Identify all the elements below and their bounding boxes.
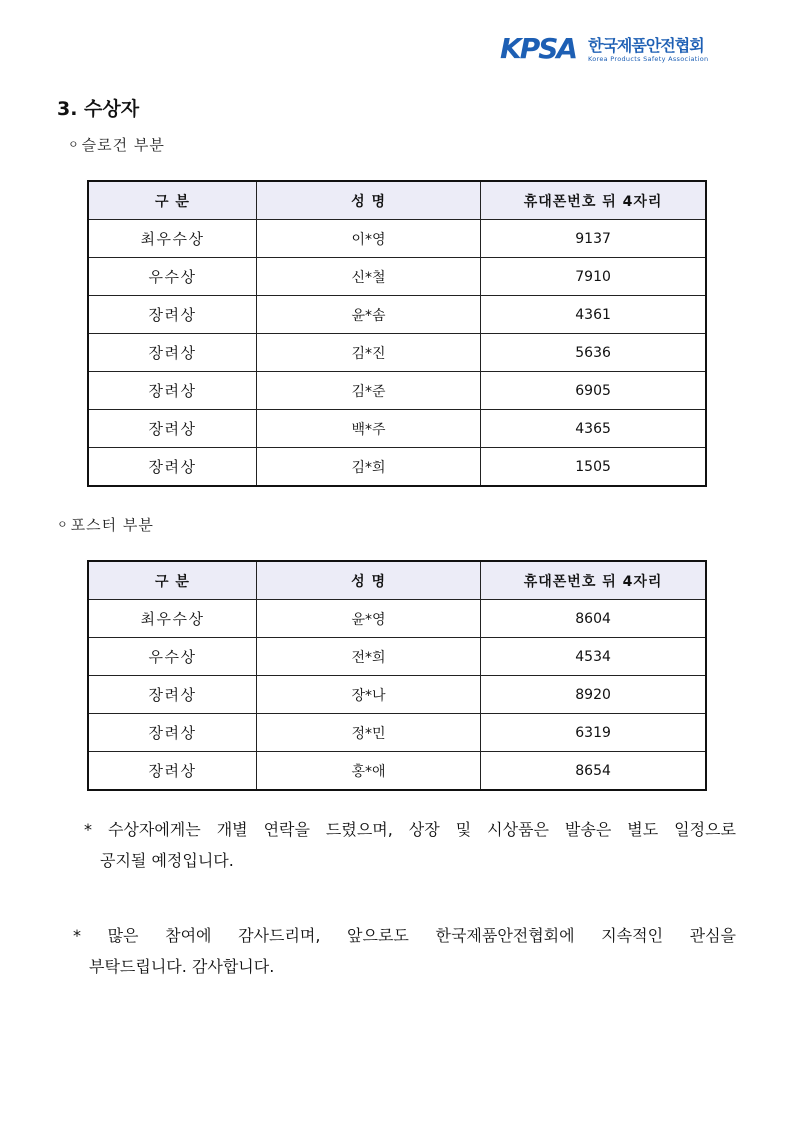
- award-cell: 장려상: [88, 334, 256, 372]
- kpsa-logo: [500, 32, 710, 68]
- poster-heading: [57, 514, 154, 535]
- name-cell: 김*희: [256, 448, 480, 487]
- phone-cell: 4534: [481, 638, 706, 676]
- phone-cell: 6905: [481, 372, 706, 410]
- phone-cell: 8654: [481, 752, 706, 791]
- table-row: [88, 714, 706, 752]
- column-header-name: 성 명: [256, 181, 480, 220]
- award-cell: 우수상: [88, 258, 256, 296]
- note-line: * 수상자에게는 개별 연락을 드렸으며, 상장 및 시상품은 발송은 별도 일정으로: [84, 820, 736, 839]
- table-row: [88, 372, 706, 410]
- note-line: 부탁드립니다. 감사합니다.: [89, 957, 275, 976]
- section-title: 3. 수상자: [57, 98, 140, 120]
- award-cell: 장려상: [88, 714, 256, 752]
- award-cell: 장려상: [88, 372, 256, 410]
- note-line: 공지될 예정입니다.: [100, 851, 234, 870]
- column-header-phone: 휴대폰번호 뒤 4자리: [481, 561, 706, 600]
- logo-org-name-en: Korea Products Safety Association: [588, 55, 709, 63]
- logo-org-name: 한국제품안전협회: [588, 36, 704, 55]
- award-cell: 장려상: [88, 752, 256, 791]
- logo-mark: KPSA: [500, 32, 577, 65]
- table-row: [88, 448, 706, 487]
- table-row: [88, 220, 706, 258]
- phone-cell: 4365: [481, 410, 706, 448]
- bullet-icon: ㅇ: [57, 518, 69, 531]
- phone-cell: 8604: [481, 600, 706, 638]
- table-row: [88, 296, 706, 334]
- name-cell: 정*민: [256, 714, 480, 752]
- slogan-heading-text: 슬로건 부분: [81, 136, 165, 154]
- note-thanks: [73, 920, 736, 982]
- note-notification: [84, 814, 736, 876]
- poster-winners-table: [87, 560, 707, 791]
- table-row: [88, 334, 706, 372]
- table-row: [88, 676, 706, 714]
- column-header-phone: 휴대폰번호 뒤 4자리: [481, 181, 706, 220]
- slogan-winners-table: [87, 180, 707, 487]
- name-cell: 홍*애: [256, 752, 480, 791]
- phone-cell: 9137: [481, 220, 706, 258]
- column-header-category: 구 분: [88, 181, 256, 220]
- name-cell: 백*주: [256, 410, 480, 448]
- name-cell: 윤*영: [256, 600, 480, 638]
- award-cell: 장려상: [88, 448, 256, 487]
- name-cell: 장*나: [256, 676, 480, 714]
- slogan-heading: [68, 134, 165, 155]
- table-row: [88, 638, 706, 676]
- table-row: [88, 752, 706, 791]
- phone-cell: 6319: [481, 714, 706, 752]
- award-cell: 최우수상: [88, 600, 256, 638]
- poster-heading-text: 포스터 부분: [70, 516, 154, 534]
- name-cell: 윤*솜: [256, 296, 480, 334]
- column-header-category: 구 분: [88, 561, 256, 600]
- name-cell: 전*희: [256, 638, 480, 676]
- name-cell: 신*철: [256, 258, 480, 296]
- note-line: * 많은 참여에 감사드리며, 앞으로도 한국제품안전협회에 지속적인 관심을: [73, 926, 736, 945]
- column-header-name: 성 명: [256, 561, 480, 600]
- table-header-row: [88, 181, 706, 220]
- name-cell: 김*준: [256, 372, 480, 410]
- award-cell: 장려상: [88, 296, 256, 334]
- award-cell: 최우수상: [88, 220, 256, 258]
- phone-cell: 8920: [481, 676, 706, 714]
- phone-cell: 1505: [481, 448, 706, 487]
- award-cell: 우수상: [88, 638, 256, 676]
- phone-cell: 7910: [481, 258, 706, 296]
- table-row: [88, 410, 706, 448]
- phone-cell: 5636: [481, 334, 706, 372]
- table-row: [88, 258, 706, 296]
- award-cell: 장려상: [88, 676, 256, 714]
- bullet-icon: ㅇ: [68, 138, 80, 151]
- award-cell: 장려상: [88, 410, 256, 448]
- name-cell: 이*영: [256, 220, 480, 258]
- phone-cell: 4361: [481, 296, 706, 334]
- table-row: [88, 600, 706, 638]
- table-header-row: [88, 561, 706, 600]
- name-cell: 김*진: [256, 334, 480, 372]
